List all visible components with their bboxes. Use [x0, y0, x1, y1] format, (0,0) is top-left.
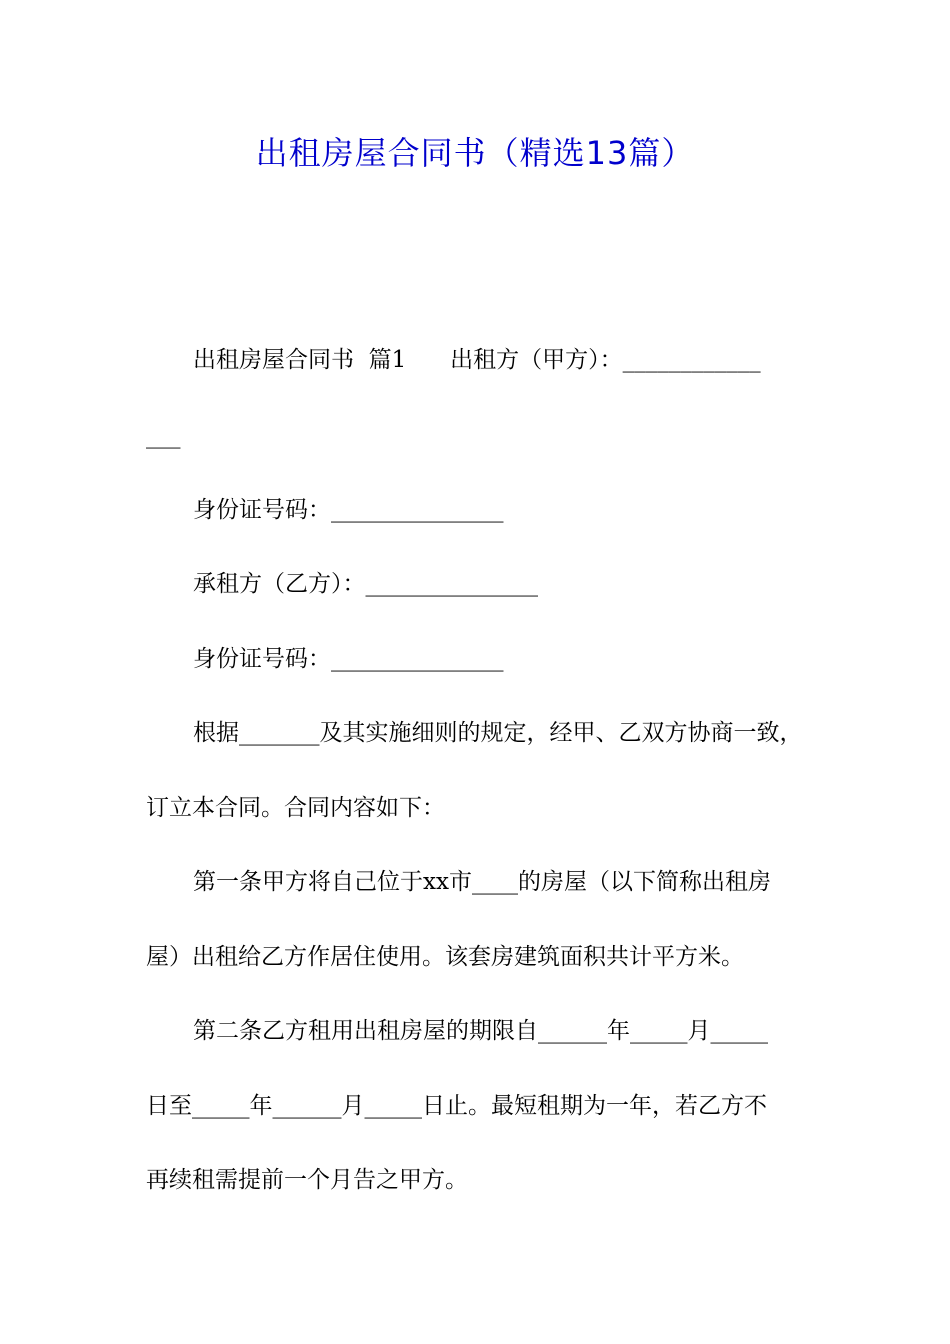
paragraph-line: 日至_____年______月_____日止。最短租期为一年，若乙方不 [146, 1093, 767, 1119]
paragraph-line: 身份证号码：_______________ [193, 497, 504, 523]
paragraph-line: 屋）出租给乙方作居住使用。该套房建筑面积共计平方米。 [146, 944, 744, 970]
paragraph-line: 根据_______及其实施细则的规定，经甲、乙双方协商一致， [193, 720, 803, 746]
paragraph-line: 承租方（乙方）：_______________ [193, 571, 538, 597]
document-title: 出租房屋合同书（精选13篇） [255, 134, 695, 172]
paragraph-line: 出租房屋合同书 篇1 出租方（甲方）：____________ [193, 347, 761, 373]
paragraph-line: 第一条甲方将自己位于xx市____的房屋（以下简称出租房 [193, 869, 771, 895]
paragraph-line: 身份证号码：_______________ [193, 646, 504, 672]
paragraph-line: ___ [146, 423, 181, 449]
paragraph-line: 第二条乙方租用出租房屋的期限自______年_____月_____ [193, 1018, 768, 1044]
paragraph-line: 再续租需提前一个月告之甲方。 [146, 1167, 468, 1193]
paragraph-line: 订立本合同。合同内容如下： [146, 795, 445, 821]
